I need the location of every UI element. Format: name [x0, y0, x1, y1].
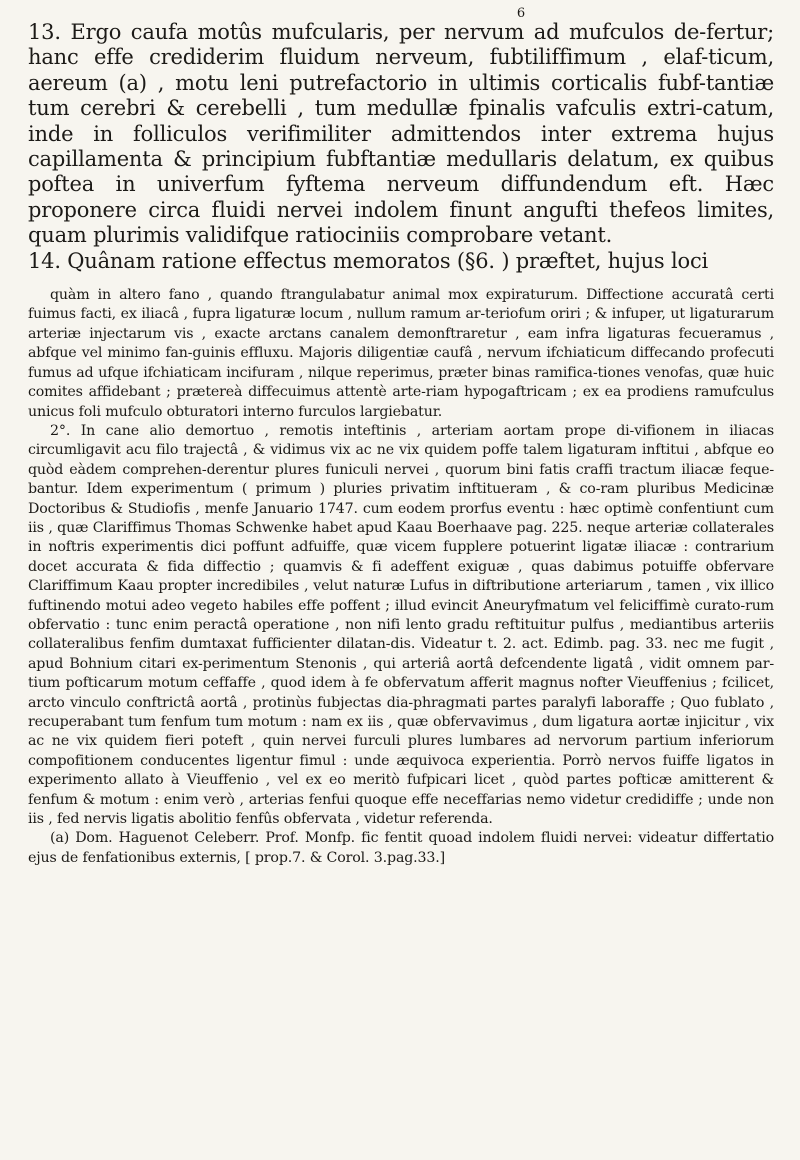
- page-number: 6: [516, 6, 526, 21]
- paragraph-13: 13. Ergo caufa motûs mufcularis, per nervum ad mufculos de-fertur; hanc effe crediderim fluidum nerveum, fubtiliffimum , elaf-ticum, aereum (a) , motu leni putrefactorio in ultimis corticalis fubf-tantiæ tum cerebri & cerebelli , tum medullæ fpinalis vafculis extri-catum, inde in folliculos verifimiliter admittendos inter extrema hujus capillamenta & principium fubftantiæ medullaris delatum, ex quibus poftea in univerfum fyftema nerveum diffundendum eft. Hæc proponere circa fluidi nervei indolem finunt angufti thefeos limites, quam plurimis validifque ratiociniis comprobare vetant.: [28, 20, 774, 248]
- footnote-experiment-1: quàm in altero fano , quando ftrangulabatur animal mox expiraturum. Diffectione accuratâ certi fuimus facti, ex iliacâ , fupra ligaturæ locum , nullum ramum ar-teriofum oriri ; & infuper, ut ligaturarum arteriæ injectarum vis , exacte arctans canalem demonftraretur , eam infra ligaturas fecueramus , abfque vel minimo fan-guinis effluxu. Majoris diligentiæ caufâ , nervum ifchiaticum diffecando profecuti fumus ad ufque ifchiaticam incifuram , nilque reperimus, præter binas ramifica-tiones venofas, quæ huic comites affidebant ; prætereà diffecuimus attentè arte-riam hypogaftricam ; ex ea prodiens ramufculus unicus foli mufculo obturatori interno furculos largiebatur.: [28, 287, 774, 420]
- footnote-a: (a) Dom. Haguenot Celeberr. Prof. Monfp. fic fentit quoad indolem fluidi nervei: videatur differtatio ejus de fenfationibus externis, [ prop.7. & Corol. 3.pag.33.]: [28, 830, 774, 866]
- footnotes: [28, 286, 774, 868]
- footnote-experiment-2: 2°. In cane alio demortuo , remotis inteftinis , arteriam aortam prope di-vifionem in iliacas circumligavit acu filo trajectâ , & vidimus vix ac ne vix quidem poffe talem ligaturam inftitui , abfque eo quòd eàdem comprehen-derentur plures funiculi nervei , quorum bini fatis craffi tractum iliacæ feque-bantur. Idem experimentum ( primum ) pluries privatim inftitueram , & co-ram pluribus Medicinæ Doctoribus & Studiofis , menfe Januario 1747. cum eodem prorfus eventu : hæc optimè confentiunt cum iis , quæ Clariffimus Thomas Schwenke habet apud Kaau Boerhaave pag. 225. neque arteriæ collaterales in noftris experimentis dici poffunt adfuiffe, quæ vicem fupplere potuerint ligatæ iliacæ : contrarium docet accurata & fida diffectio ; quamvis & fi adeffent exiguæ , quas dabimus potuiffe obfervare Clariffimum Kaau propter incredibiles , velut naturæ Lufus in diftributione arteriarum , tamen , vix illico fuftinendo motui adeo vegeto habiles effe poffent ; illud evincit Aneuryfmatum vel feliciffimè curato-rum obfervatio : tunc enim peractâ operatione , non nifi lento gradu reftituitur pulfus , mediantibus arteriis collateralibus fenfim dumtaxat fufficienter dilatan-dis. Videatur t. 2. act. Edimb. pag. 33. nec me fugit , apud Bohnium citari ex-perimentum Stenonis , qui arteriâ aortâ defcendente ligatâ , vidit omnem par-tium pofticarum motum ceffaffe , quod idem à fe obfervatum afferit magnus nofter Vieuffenius ; fcilicet, arcto vinculo conftrictâ aortâ , protinùs fubjectas dia-phragmati partes paralyfi laboraffe ; Quo fublato , recuperabant tum fenfum tum motum : nam ex iis , quæ obfervavimus , dum ligatura aortæ injicitur , vix ac ne vix quidem fieri poteft , quin nervei furculi plures lumbares ad nervorum partium inferiorum compofitionem conducentes ligentur fimul : unde æquivoca experientia. Porrò nervos fuiffe ligatos in experimento allato à Vieuffenio , vel ex eo meritò fufpicari licet , quòd partes pofticæ amitterent & fenfum & motum : enim verò , arterias fenfui quoque effe neceffarias nemo videtur credidiffe ; unde non iis , fed nervis ligatis abolitio fenfûs obfervata , videtur referenda.: [28, 422, 774, 828]
- paragraph-14: 14. Quânam ratione effectus memoratos (§6. ) præftet, hujus loci: [28, 248, 709, 273]
- main-text: [28, 20, 774, 274]
